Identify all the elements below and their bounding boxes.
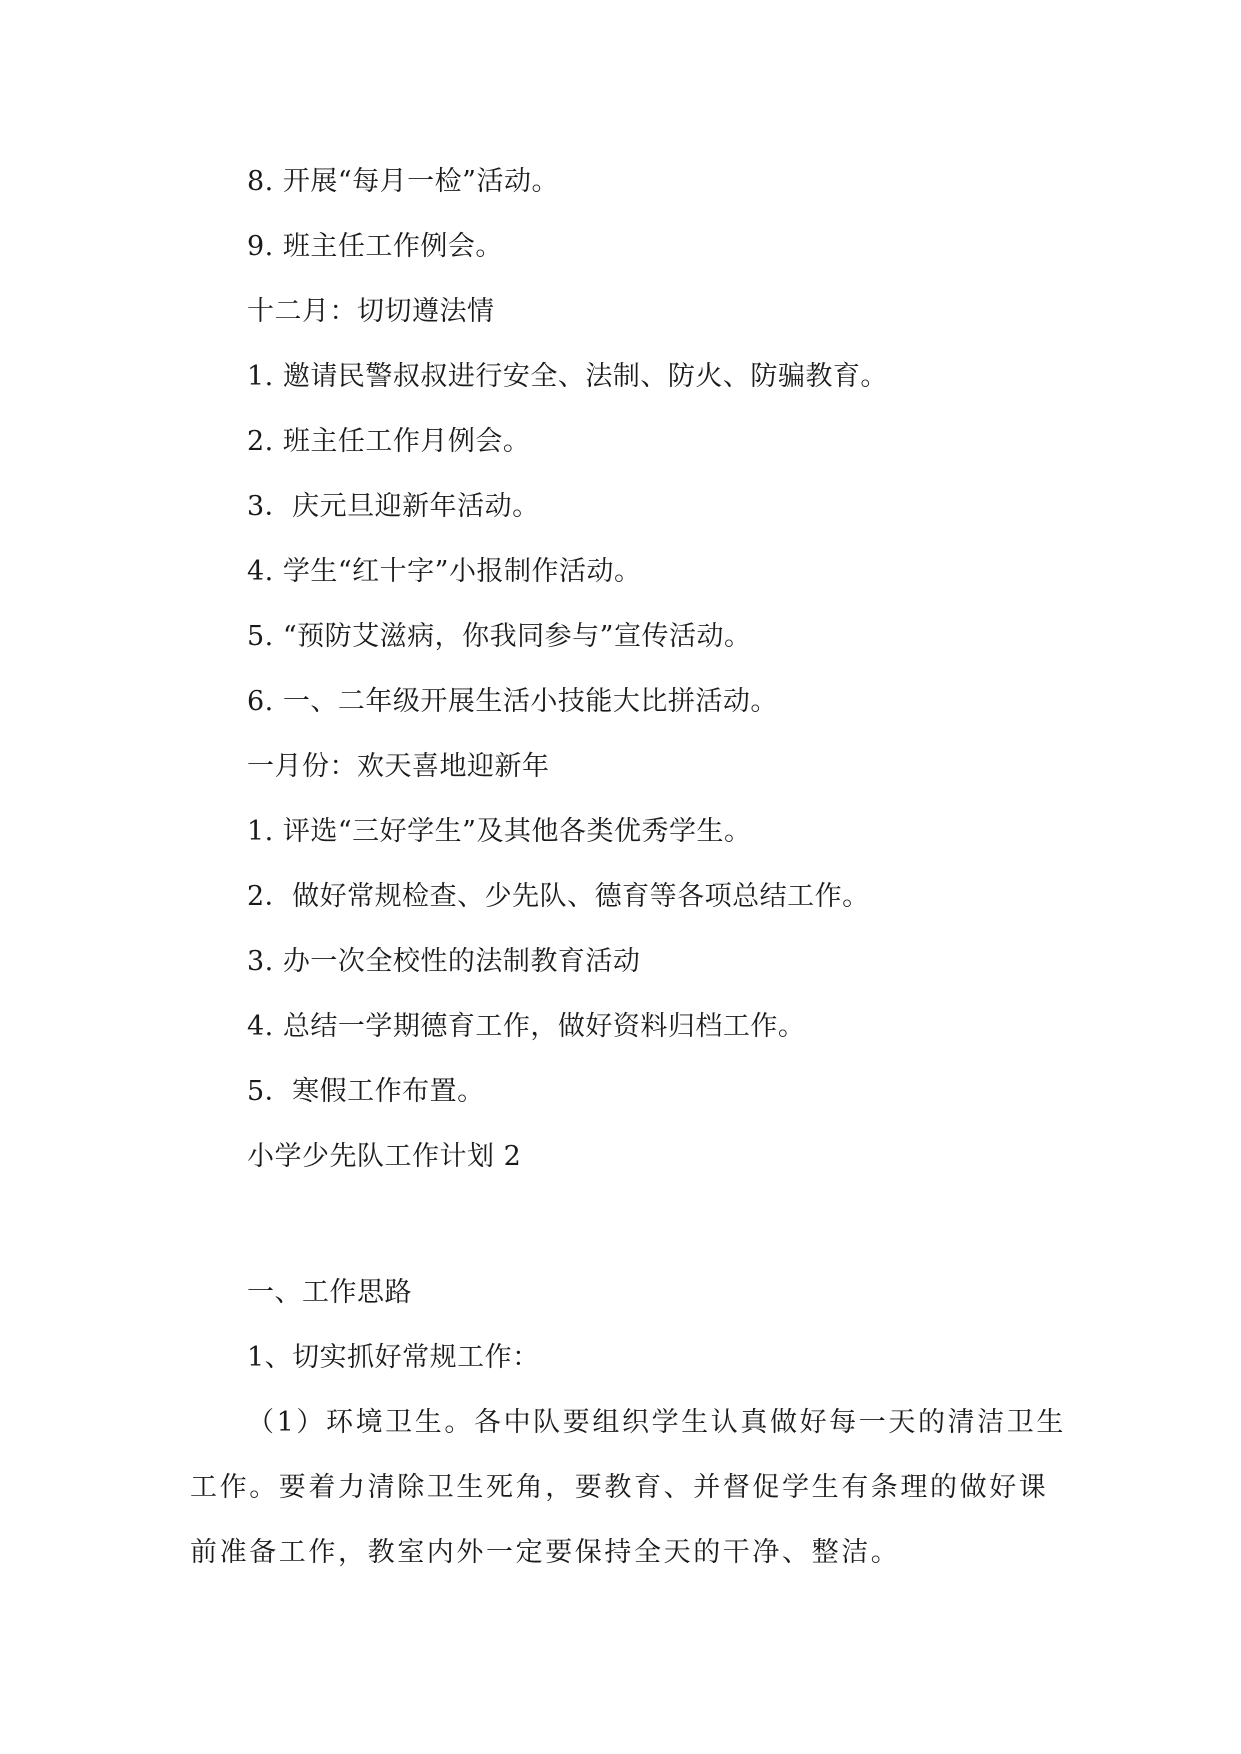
document-title: 小学少先队工作计划 2 <box>247 1141 522 1172</box>
text-line: 5. “预防艾滋病，你我同参与”宣传活动。 <box>247 621 752 652</box>
section-heading: 一月份：欢天喜地迎新年 <box>247 751 550 782</box>
text-line: 6. 一、二年级开展生活小技能大比拼活动。 <box>247 686 778 717</box>
text-line: 3．庆元旦迎新年活动。 <box>247 491 540 522</box>
text-line: 4. 学生“红十字”小报制作活动。 <box>247 556 642 587</box>
subsection-heading: 1、切实抓好常规工作： <box>247 1342 540 1373</box>
text-line: 2．做好常规检查、少先队、德育等各项总结工作。 <box>247 881 870 912</box>
text-line: 8. 开展“每月一检”活动。 <box>247 166 559 197</box>
text-line: 2. 班主任工作月例会。 <box>247 426 531 457</box>
body-paragraph: （1）环境卫生。各中队要组织学生认真做好每一天的清洁卫生工作。要着力清除卫生死角，要教育、并督促学生有条理的做好课前准备工作，教室内外一定要保持全天的干净、整洁。 <box>190 1407 1066 1568</box>
section-heading: 一、工作思路 <box>247 1277 412 1308</box>
text-line: 9. 班主任工作例会。 <box>247 231 503 262</box>
text-line: 4. 总结一学期德育工作，做好资料归档工作。 <box>247 1011 806 1042</box>
text-line: 1. 邀请民警叔叔进行安全、法制、防火、防骗教育。 <box>247 361 888 392</box>
text-line: 1. 评选“三好学生”及其他各类优秀学生。 <box>247 816 752 847</box>
text-line: 3. 办一次全校性的法制教育活动 <box>247 946 641 977</box>
section-heading: 十二月：切切遵法情 <box>247 296 495 327</box>
text-line: 5．寒假工作布置。 <box>247 1076 485 1107</box>
